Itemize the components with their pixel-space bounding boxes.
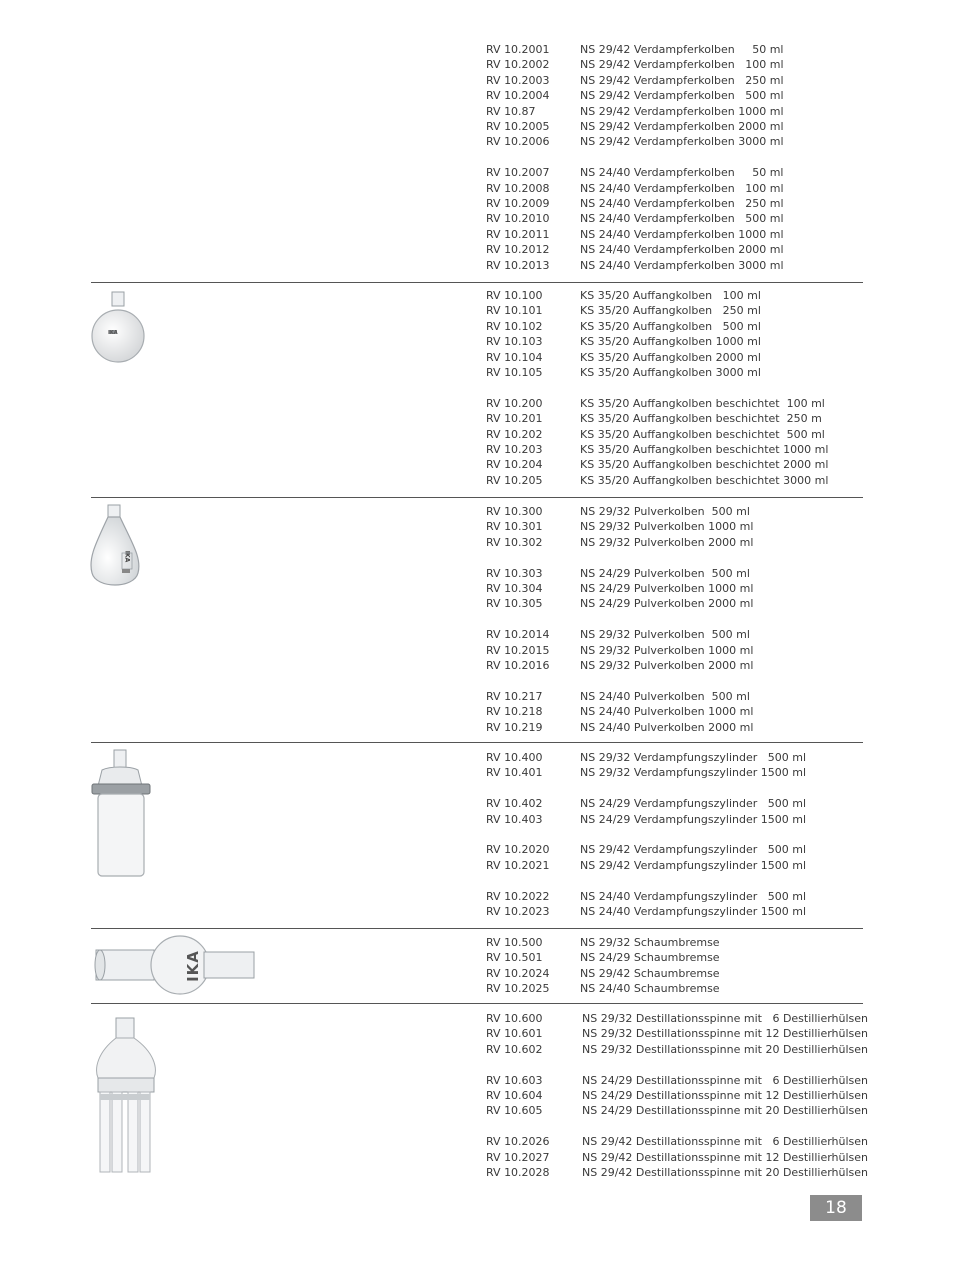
article-description: NS 29/32 Destillationsspinne mit 12 Destillierhülsen <box>582 1027 869 1041</box>
article-number: RV 10.2005 <box>486 120 550 133</box>
article-description: NS 29/42 Destillationsspinne mit 20 Destillierhülsen <box>582 1166 869 1179</box>
section-divider <box>91 497 863 498</box>
article-number: RV 10.605 <box>486 1104 543 1118</box>
article-number: RV 10.100 <box>486 289 543 302</box>
table-row <box>486 457 886 472</box>
powder-flask-image <box>86 503 146 593</box>
article-number: RV 10.301 <box>486 520 543 534</box>
table-row <box>486 365 886 380</box>
article-number: RV 10.400 <box>486 751 543 764</box>
article-number: RV 10.602 <box>486 1042 543 1056</box>
article-number: RV 10.304 <box>486 582 543 595</box>
table-row <box>486 535 886 550</box>
article-number: RV 10.2012 <box>486 243 550 257</box>
article-number: RV 10.2024 <box>486 966 550 980</box>
table-row <box>486 1165 886 1180</box>
section-divider <box>91 928 863 929</box>
table-row <box>486 258 886 273</box>
article-description: NS 29/32 Destillationsspinne mit 20 Destillierhülsen <box>582 1042 869 1056</box>
table-row <box>486 88 886 103</box>
article-number: RV 10.200 <box>486 396 543 410</box>
article-number: RV 10.2008 <box>486 181 550 195</box>
powder-flask-logo: IKA <box>123 550 131 563</box>
table-row <box>486 765 886 780</box>
table-row <box>486 504 886 519</box>
article-description: NS 24/40 Pulverkolben 2000 ml <box>580 720 754 734</box>
article-description: NS 29/42 Verdampferkolben 500 ml <box>580 89 784 103</box>
article-number: RV 10.203 <box>486 443 543 456</box>
article-description: NS 29/42 Verdampferkolben 250 ml <box>580 73 784 87</box>
article-number: RV 10.2004 <box>486 89 550 103</box>
table-row <box>486 119 886 134</box>
table-row <box>486 1150 886 1165</box>
article-number: RV 10.302 <box>486 535 543 549</box>
table-row <box>486 442 886 457</box>
article-description: NS 24/29 Pulverkolben 1000 ml <box>580 582 754 595</box>
article-description: NS 24/29 Verdampfungszylinder 500 ml <box>580 797 807 811</box>
article-number: RV 10.2002 <box>486 58 550 72</box>
article-description: NS 29/42 Verdampferkolben 1000 ml <box>580 104 784 118</box>
article-number: RV 10.303 <box>486 566 543 580</box>
table-row <box>486 889 886 904</box>
article-description: KS 35/20 Auffangkolben beschichtet 100 ml <box>580 396 825 410</box>
article-number: RV 10.603 <box>486 1073 543 1087</box>
article-description: NS 24/40 Verdampfungszylinder 1500 ml <box>580 905 807 918</box>
article-description: NS 29/32 Pulverkolben 2000 ml <box>580 535 754 549</box>
table-row <box>486 134 886 149</box>
table-row <box>486 427 886 442</box>
table-row <box>486 689 886 704</box>
article-description: NS 29/32 Verdampfungszylinder 1500 ml <box>580 766 807 780</box>
table-row <box>486 73 886 88</box>
table-row <box>486 596 886 611</box>
article-number: RV 10.2020 <box>486 843 550 857</box>
article-description: NS 24/40 Verdampferkolben 3000 ml <box>580 258 784 272</box>
article-description: NS 29/32 Destillationsspinne mit 6 Destillierhülsen <box>582 1012 869 1025</box>
article-description: NS 24/40 Verdampferkolben 1000 ml <box>580 227 784 241</box>
article-number: RV 10.2027 <box>486 1150 550 1164</box>
article-number: RV 10.201 <box>486 412 543 426</box>
article-description: NS 29/42 Verdampferkolben 2000 ml <box>580 120 784 133</box>
article-description: KS 35/20 Auffangkolben 100 ml <box>580 289 761 302</box>
receiving-flask-logo: IKA <box>108 330 118 336</box>
article-description: NS 29/32 Pulverkolben 500 ml <box>580 505 750 518</box>
article-number: RV 10.401 <box>486 766 543 780</box>
article-description: NS 24/40 Pulverkolben 1000 ml <box>580 705 754 719</box>
section-divider <box>91 1003 863 1004</box>
article-description: KS 35/20 Auffangkolben beschichtet 1000 ml <box>580 443 829 456</box>
article-number: RV 10.501 <box>486 951 543 965</box>
table-row <box>486 181 886 196</box>
article-description: NS 29/42 Verdampferkolben 100 ml <box>580 58 784 72</box>
table-row <box>486 1026 886 1041</box>
article-description: NS 24/40 Verdampferkolben 50 ml <box>580 166 784 180</box>
article-number: RV 10.2006 <box>486 135 550 149</box>
article-description: NS 24/40 Verdampfungszylinder 500 ml <box>580 889 807 903</box>
table-row <box>486 104 886 119</box>
article-description: NS 24/40 Verdampferkolben 250 ml <box>580 197 784 210</box>
table-row <box>486 1103 886 1118</box>
article-number: RV 10.218 <box>486 705 543 719</box>
article-description: NS 24/40 Schaumbremse <box>580 982 720 996</box>
article-description: NS 29/42 Verdampfungszylinder 500 ml <box>580 843 807 857</box>
article-description: NS 29/42 Schaumbremse <box>580 966 720 980</box>
article-number: RV 10.305 <box>486 597 543 611</box>
article-description: KS 35/20 Auffangkolben beschichtet 2000 ml <box>580 458 829 472</box>
table-row <box>486 796 886 811</box>
table-row <box>486 411 886 426</box>
table-row <box>486 581 886 596</box>
table-row <box>486 319 886 334</box>
table-row <box>486 57 886 72</box>
article-description: KS 35/20 Auffangkolben 3000 ml <box>580 366 761 379</box>
article-description: NS 24/29 Pulverkolben 500 ml <box>580 566 750 580</box>
article-number: RV 10.2015 <box>486 643 550 657</box>
table-row <box>486 227 886 242</box>
article-number: RV 10.2010 <box>486 212 550 226</box>
table-row <box>486 950 886 965</box>
article-number: RV 10.500 <box>486 936 543 949</box>
page-number: 18 <box>810 1195 862 1221</box>
table-row <box>486 1011 886 1026</box>
article-description: NS 29/32 Verdampfungszylinder 500 ml <box>580 751 807 764</box>
table-row <box>486 473 886 488</box>
article-description: NS 24/40 Verdampferkolben 500 ml <box>580 212 784 226</box>
article-number: RV 10.105 <box>486 366 543 379</box>
article-number: RV 10.600 <box>486 1012 543 1025</box>
article-number: RV 10.300 <box>486 505 543 518</box>
article-number: RV 10.2028 <box>486 1166 550 1179</box>
article-description: KS 35/20 Auffangkolben beschichtet 500 ml <box>580 427 825 441</box>
section-divider <box>91 742 863 743</box>
article-description: NS 29/32 Pulverkolben 500 ml <box>580 628 750 642</box>
table-row <box>486 981 886 996</box>
article-number: RV 10.101 <box>486 304 543 318</box>
article-description: NS 29/32 Pulverkolben 1000 ml <box>580 643 754 657</box>
article-description: NS 24/29 Schaumbremse <box>580 951 720 965</box>
article-description: NS 24/29 Pulverkolben 2000 ml <box>580 597 754 611</box>
foam-brake-logo: IKA <box>183 950 202 982</box>
table-row <box>486 858 886 873</box>
article-description: KS 35/20 Auffangkolben 1000 ml <box>580 335 761 349</box>
table-row <box>486 1088 886 1103</box>
foam-brake-image <box>92 934 260 1000</box>
article-number: RV 10.205 <box>486 473 543 487</box>
table-row <box>486 396 886 411</box>
article-number: RV 10.604 <box>486 1089 543 1102</box>
table-row <box>486 643 886 658</box>
table-row <box>486 196 886 211</box>
table-row <box>486 519 886 534</box>
article-number: RV 10.87 <box>486 104 536 118</box>
table-row <box>486 704 886 719</box>
table-row <box>486 566 886 581</box>
table-row <box>486 334 886 349</box>
article-number: RV 10.601 <box>486 1027 543 1041</box>
table-row <box>486 812 886 827</box>
table-row <box>486 750 886 765</box>
article-description: KS 35/20 Auffangkolben 250 ml <box>580 304 761 318</box>
article-description: NS 29/32 Pulverkolben 1000 ml <box>580 520 754 534</box>
table-row <box>486 720 886 735</box>
article-description: NS 24/29 Destillationsspinne mit 12 Destillierhülsen <box>582 1089 869 1102</box>
table-row <box>486 165 886 180</box>
article-description: NS 29/32 Pulverkolben 2000 ml <box>580 659 754 672</box>
article-number: RV 10.2026 <box>486 1135 550 1149</box>
article-description: NS 24/40 Verdampferkolben 2000 ml <box>580 243 784 257</box>
article-description: NS 24/40 Verdampferkolben 100 ml <box>580 181 784 195</box>
article-description: NS 24/29 Verdampfungszylinder 1500 ml <box>580 812 807 826</box>
table-row <box>486 935 886 950</box>
table-row <box>486 1073 886 1088</box>
table-row <box>486 42 886 57</box>
table-row <box>486 658 886 673</box>
article-description: NS 29/42 Verdampfungszylinder 1500 ml <box>580 858 807 872</box>
article-description: NS 29/42 Destillationsspinne mit 6 Destillierhülsen <box>582 1135 869 1149</box>
article-description: KS 35/20 Auffangkolben beschichtet 250 m <box>580 412 822 426</box>
table-row <box>486 1134 886 1149</box>
table-row <box>486 904 886 919</box>
table-row <box>486 350 886 365</box>
table-row <box>486 1042 886 1057</box>
table-row <box>486 242 886 257</box>
article-number: RV 10.2007 <box>486 166 550 180</box>
article-number: RV 10.2021 <box>486 858 550 872</box>
article-number: RV 10.2016 <box>486 659 550 672</box>
article-number: RV 10.204 <box>486 458 543 472</box>
article-number: RV 10.2013 <box>486 258 550 272</box>
article-description: KS 35/20 Auffangkolben beschichtet 3000 ml <box>580 473 829 487</box>
receiving-flask-image <box>88 290 148 370</box>
article-number: RV 10.104 <box>486 350 543 364</box>
table-row <box>486 627 886 642</box>
article-number: RV 10.2011 <box>486 227 550 241</box>
table-row <box>486 211 886 226</box>
article-number: RV 10.103 <box>486 335 543 349</box>
article-number: RV 10.2001 <box>486 43 550 56</box>
section-divider <box>91 282 863 283</box>
article-number: RV 10.2025 <box>486 982 550 996</box>
article-description: NS 24/40 Pulverkolben 500 ml <box>580 689 750 703</box>
article-number: RV 10.2003 <box>486 73 550 87</box>
table-row <box>486 303 886 318</box>
article-number: RV 10.2023 <box>486 905 550 918</box>
article-number: RV 10.219 <box>486 720 543 734</box>
table-row <box>486 966 886 981</box>
article-number: RV 10.2009 <box>486 197 550 210</box>
article-number: RV 10.402 <box>486 797 543 811</box>
article-description: NS 29/42 Verdampferkolben 3000 ml <box>580 135 784 149</box>
article-number: RV 10.403 <box>486 812 543 826</box>
evaporating-cylinder-image <box>86 748 156 880</box>
table-row <box>486 842 886 857</box>
article-number: RV 10.217 <box>486 689 543 703</box>
article-description: KS 35/20 Auffangkolben 2000 ml <box>580 350 761 364</box>
distillation-spider-image <box>92 1016 160 1174</box>
article-number: RV 10.2014 <box>486 628 550 642</box>
table-row <box>486 288 886 303</box>
article-description: NS 29/42 Verdampferkolben 50 ml <box>580 43 784 56</box>
article-number: RV 10.102 <box>486 319 543 333</box>
article-description: NS 24/29 Destillationsspinne mit 20 Destillierhülsen <box>582 1104 869 1118</box>
article-description: NS 29/42 Destillationsspinne mit 12 Destillierhülsen <box>582 1150 869 1164</box>
article-number: RV 10.2022 <box>486 889 550 903</box>
article-description: NS 29/32 Schaumbremse <box>580 936 720 949</box>
article-description: KS 35/20 Auffangkolben 500 ml <box>580 319 761 333</box>
article-number: RV 10.202 <box>486 427 543 441</box>
article-description: NS 24/29 Destillationsspinne mit 6 Destillierhülsen <box>582 1073 869 1087</box>
